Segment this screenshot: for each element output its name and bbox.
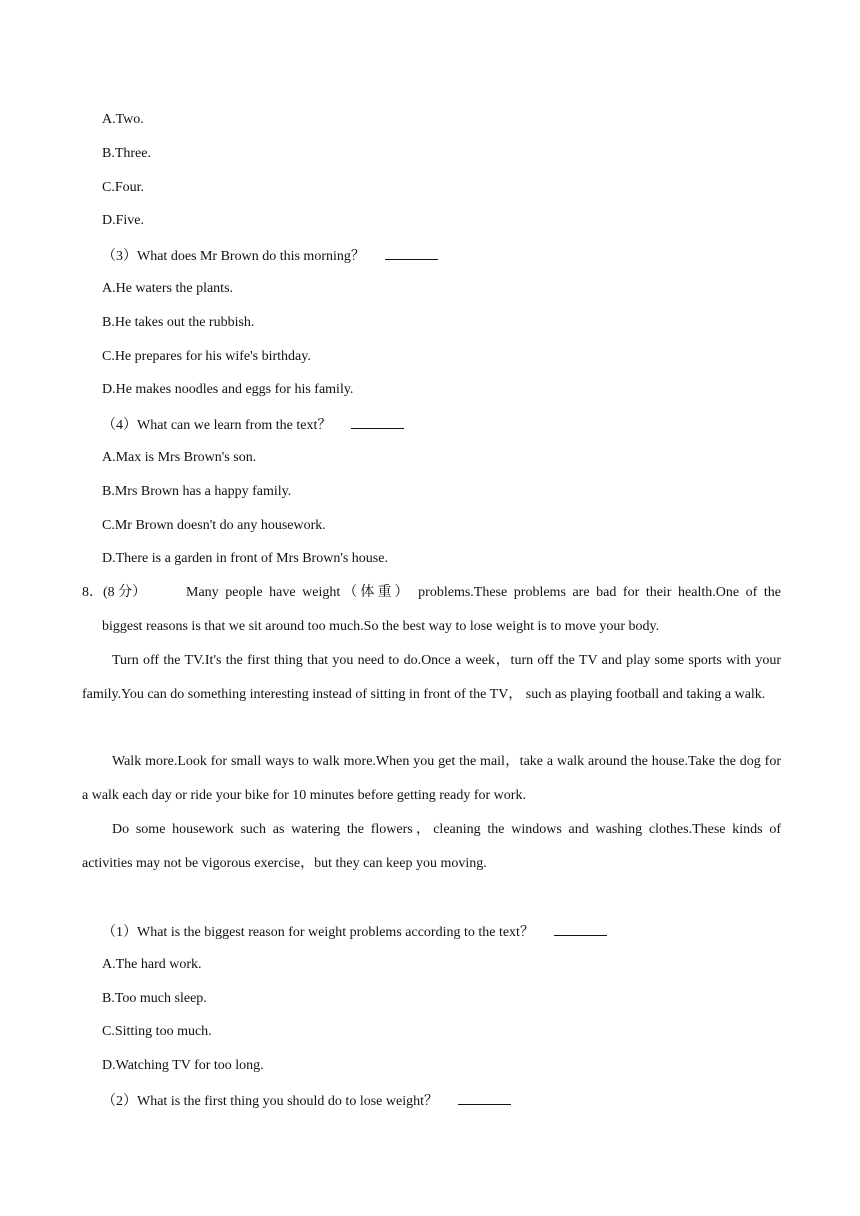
- q7-4-question: [102, 414, 404, 436]
- q7-4-option-a: A.Max is Mrs Brown's son.: [102, 450, 257, 465]
- q8-para4: [82, 813, 781, 881]
- q7-3-question: [102, 245, 438, 267]
- q7-2-option-d: D.Five.: [102, 213, 144, 228]
- q8-para1-line2: biggest reasons is that we sit around too much.So the best way to lose weight is to move your body.: [102, 619, 660, 634]
- q7-3-option-c: C.He prepares for his wife's birthday.: [102, 349, 311, 364]
- q8-para1-line1: Many people have weight（体重） problems.These problems are bad for their health.One of the: [186, 585, 781, 600]
- q8-para2: [82, 644, 781, 712]
- q7-2-option-c: C.Four.: [102, 180, 145, 195]
- answer-blank[interactable]: [351, 414, 404, 429]
- answer-blank[interactable]: [554, 921, 607, 936]
- question-stem: （1）What is the biggest reason for weight problems according to the text？: [102, 925, 534, 940]
- q8-1-question: [102, 921, 607, 943]
- question-stem: （4）What can we learn from the text？: [102, 418, 332, 433]
- q7-3-option-d: D.He makes noodles and eggs for his family.: [102, 382, 354, 397]
- question-stem: （2）What is the first thing you should do to lose weight？: [102, 1094, 438, 1109]
- para4-text: Do some housework such as watering the flowers，cleaning the windows and washing clothes.These kinds of activities may not be vigorous exercise，but they can keep you moving.: [82, 822, 781, 871]
- q8-number: 8．(8 分）: [82, 585, 147, 600]
- q7-4-option-c: C.Mr Brown doesn't do any housework.: [102, 518, 326, 533]
- q8-para3: [82, 745, 781, 813]
- q8-1-option-b: B.Too much sleep.: [102, 991, 207, 1006]
- q7-2-option-a: A.Two.: [102, 112, 144, 127]
- q8-1-option-c: C.Sitting too much.: [102, 1024, 212, 1039]
- answer-blank[interactable]: [385, 245, 438, 260]
- q7-4-option-b: B.Mrs Brown has a happy family.: [102, 484, 292, 499]
- para2-text: Turn off the TV.It's the first thing that you need to do.Once a week，turn off the TV and play some sports with your family.You can do something interesting instead of sitting in front of the TV， such as playing football and taking a walk.: [82, 653, 781, 702]
- q8-2-question: [102, 1090, 511, 1112]
- q7-4-option-d: D.There is a garden in front of Mrs Brown's house.: [102, 551, 388, 566]
- para3-text: Walk more.Look for small ways to walk more.When you get the mail，take a walk around the house.Take the dog for a walk each day or ride your bike for 10 minutes before getting ready for work.: [82, 754, 781, 803]
- q8-1-option-d: D.Watching TV for too long.: [102, 1058, 264, 1073]
- answer-blank[interactable]: [458, 1090, 511, 1105]
- q7-2-option-b: B.Three.: [102, 146, 151, 161]
- q7-3-option-a: A.He waters the plants.: [102, 281, 234, 296]
- question-stem: （3）What does Mr Brown do this morning？: [102, 249, 365, 264]
- q8-1-option-a: A.The hard work.: [102, 957, 202, 972]
- q7-3-option-b: B.He takes out the rubbish.: [102, 315, 255, 330]
